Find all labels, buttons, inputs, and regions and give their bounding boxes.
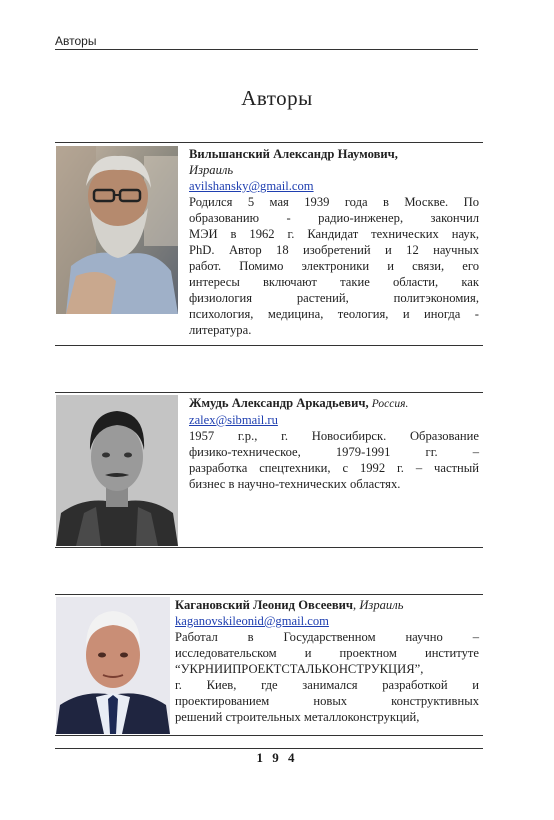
- entry-bottom-rule: [55, 547, 483, 548]
- author-bio-vilshansky: [189, 146, 479, 338]
- author-name: Кагановский Леонид Овсеевич: [175, 598, 354, 612]
- author-name: Жмудь Александр Аркадьевич,: [189, 396, 369, 410]
- author-email-link[interactable]: zalex@sibmail.ru: [189, 413, 278, 427]
- running-header: Авторы: [55, 34, 478, 50]
- author-email-link[interactable]: avilshansky@gmail.com: [189, 179, 314, 193]
- author-entry-zhmud: [55, 392, 483, 548]
- author-photo-zhmud: [56, 395, 178, 546]
- author-entry-kaganovsky: [55, 594, 483, 736]
- author-bio-zhmud: [189, 395, 479, 492]
- author-country: Израиль: [359, 598, 404, 612]
- author-bio-kaganovsky: Кагановский Леонид Овсеевич, Израиль kaganovskileonid@gmail.com Работал в Государственном научно – исследовательском и проектном институте “УКРНИИПРОЕКТСТАЛЬКОНСТРУКЦИЯ”, г. Киев, где занимался разработкой и проектированием новых конструктивных решений строительных металлоконструкций,: [175, 598, 479, 724]
- author-bio-text: Родился 5 мая 1939 года в Москве. По образованию - радио-инженер, закончил МЭИ в 1962 г. Кандидат технических наук, PhD. Автор 18 изобретений и 12 научных работ. Помимо электроники и связи, его интересы включают такие области, как физиология растений, политэкономия, психология, медицина, теология, и иногда - литература.: [189, 195, 479, 337]
- author-country: Россия.: [371, 398, 409, 410]
- entry-bottom-rule: [55, 735, 483, 736]
- entry-bottom-rule: [55, 345, 483, 346]
- author-name: Вильшанский Александр Наумович,: [189, 147, 398, 161]
- author-photo-vilshansky: [56, 146, 178, 314]
- author-bio-text: Работал в Государственном научно – исследовательском и проектном институте “УКРНИИПРОЕКТСТАЛЬКОНСТРУКЦИЯ”, г. Киев, где занимался разработкой и проектированием новых конструктивных решений строительных металлоконструкций,: [175, 630, 479, 724]
- entry-top-rule: [55, 594, 483, 595]
- author-country: Израиль: [189, 163, 234, 177]
- entry-top-rule: [55, 142, 483, 143]
- page-number: 1 9 4: [256, 750, 298, 765]
- footer-rule: [55, 748, 483, 749]
- author-entry-vilshansky: [55, 142, 483, 347]
- author-photo-kaganovsky: [56, 597, 170, 734]
- page-title: Авторы: [241, 86, 313, 110]
- entry-top-rule: [55, 392, 483, 393]
- author-bio-text: 1957 г.р., г. Новосибирск. Образование физико-техническое, 1979-1991 гг. – разработка спецтехники, с 1992 г. – частный бизнес в научно-технических областях.: [189, 429, 479, 491]
- author-email-link[interactable]: kaganovskileonid@gmail.com: [175, 614, 329, 628]
